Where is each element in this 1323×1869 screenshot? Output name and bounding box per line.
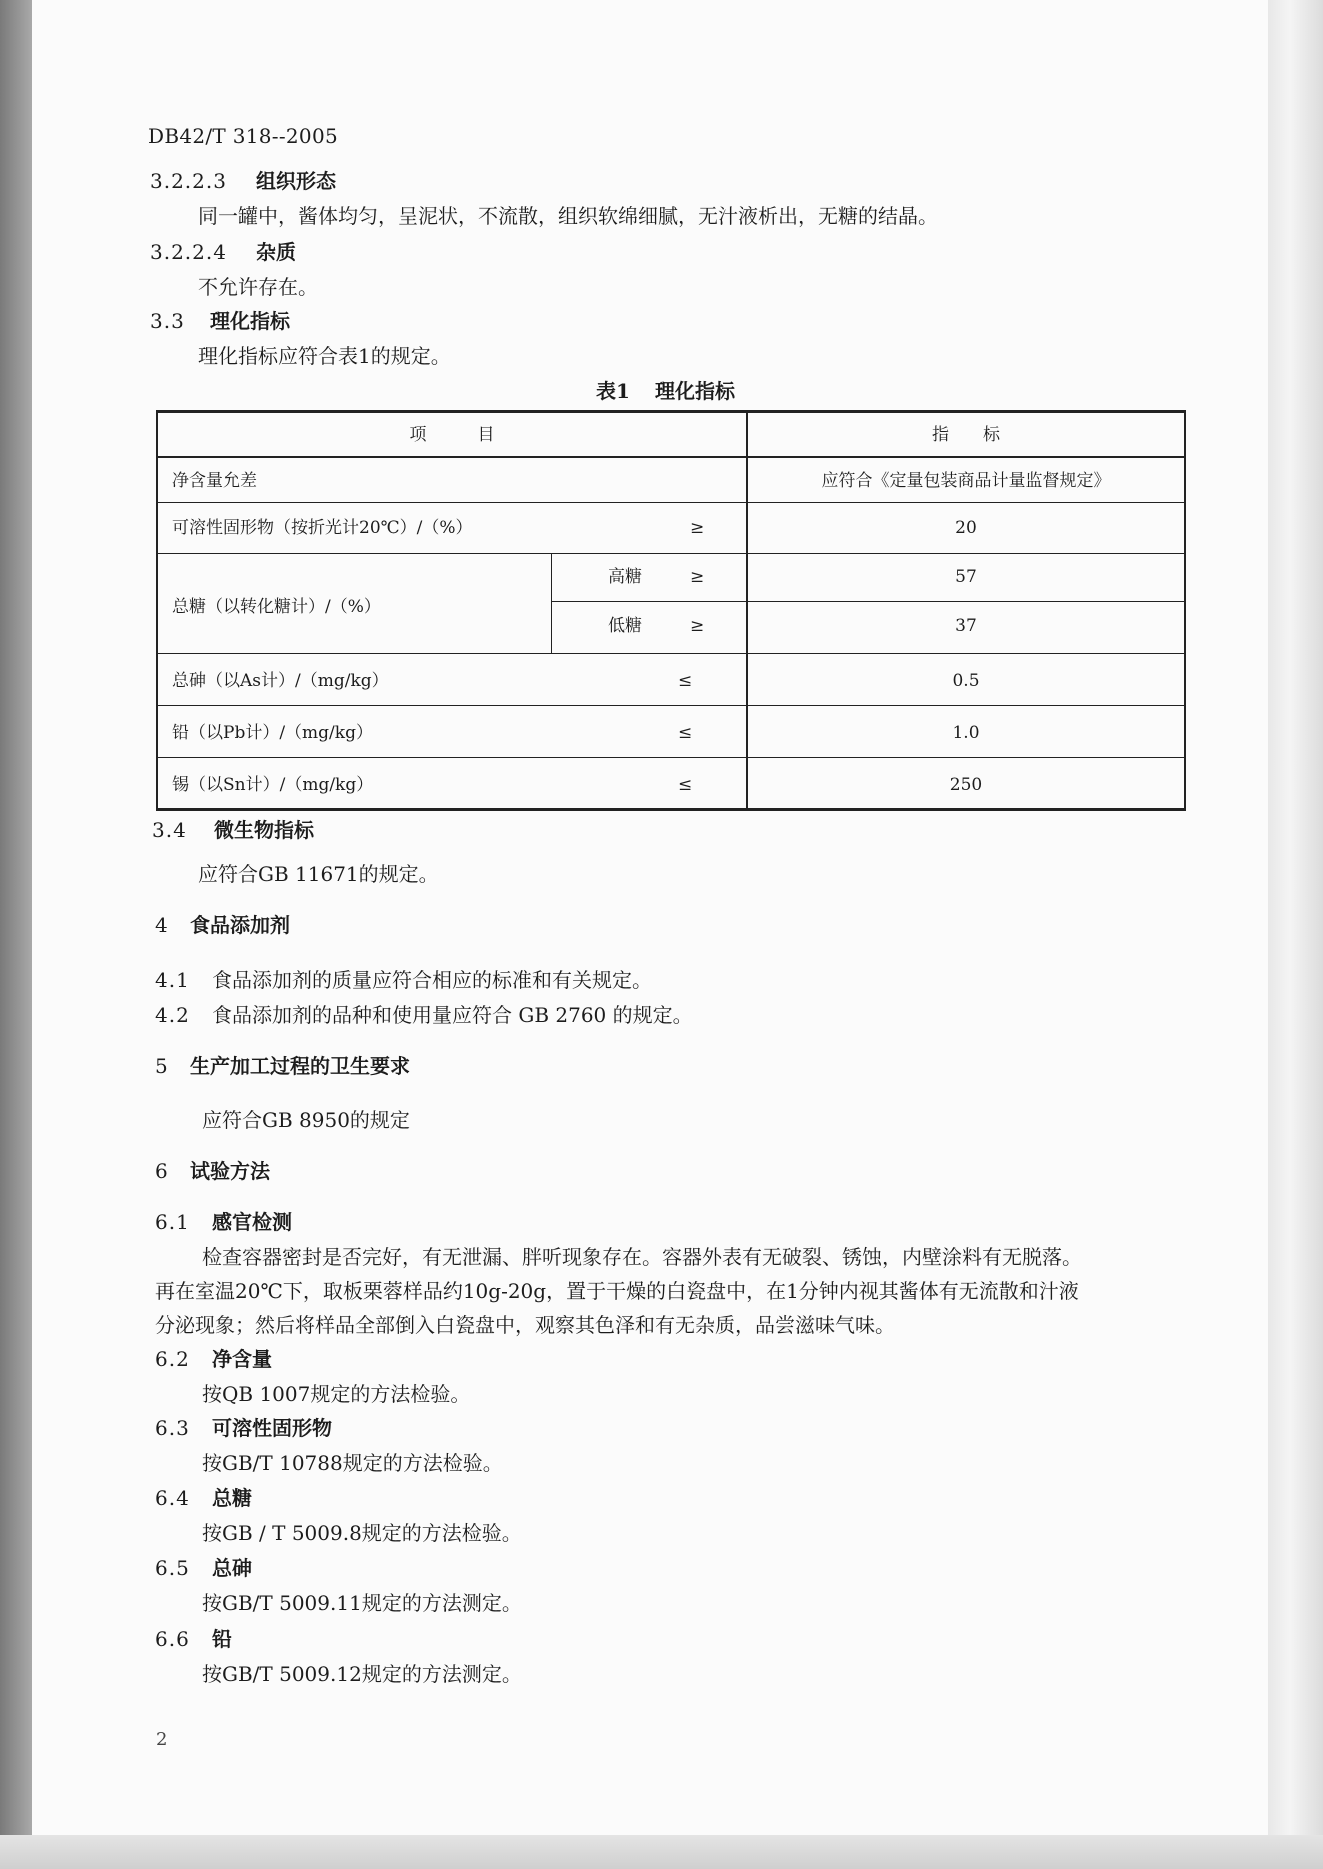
page-number: 2 [156, 1729, 168, 1750]
section-title: 铅 [212, 1627, 232, 1651]
scan-left-edge [0, 0, 32, 1835]
section-body: 按GB / T 5009.8规定的方法检验。 [202, 1521, 522, 1545]
section-number: 6.6 [155, 1627, 190, 1651]
table-cell-value: 250 [949, 775, 983, 795]
table-row-line [551, 601, 1186, 602]
section-number: 6.1 [155, 1210, 190, 1234]
table-row-line [156, 502, 1186, 503]
section-body: 不允许存在。 [198, 275, 318, 299]
section-title: 总糖 [212, 1486, 252, 1510]
table-cell-operator: ≤ [678, 775, 693, 795]
table-border [1184, 410, 1186, 810]
section-title: 感官检测 [212, 1210, 292, 1234]
document-code: DB42/T 318--2005 [148, 124, 339, 148]
table-cell-subitem: 低糖 [608, 616, 642, 636]
table-border [156, 410, 1186, 413]
section-body: 食品添加剂的品种和使用量应符合 GB 2760 的规定。 [212, 1003, 693, 1027]
section-body: 同一罐中，酱体均匀，呈泥状，不流散，组织软绵细腻，无汁液析出，无糖的结晶。 [198, 204, 938, 228]
section-body: 按GB/T 5009.11规定的方法测定。 [202, 1591, 522, 1615]
section-number: 6 [155, 1159, 168, 1183]
section-title: 组织形态 [256, 169, 336, 193]
section-body: 理化指标应符合表1的规定。 [198, 344, 451, 368]
table-cell-item: 锡（以Sn计）/（mg/kg） [172, 775, 374, 795]
table-cell-item: 总砷（以As计）/（mg/kg） [172, 671, 389, 691]
table-column-divider [551, 553, 552, 653]
section-title: 微生物指标 [214, 818, 314, 842]
table-row-line [156, 757, 1186, 758]
scan-bottom-edge [0, 1835, 1323, 1869]
section-title: 总砷 [212, 1556, 252, 1580]
table-cell-subitem: 高糖 [608, 567, 642, 587]
section-body: 按GB/T 10788规定的方法检验。 [202, 1451, 503, 1475]
table-border [156, 808, 1186, 811]
section-number: 6.2 [155, 1347, 190, 1371]
section-title: 生产加工过程的卫生要求 [190, 1054, 410, 1078]
table-cell-item: 总糖（以转化糖计）/（%） [172, 597, 381, 617]
table-cell-operator: ≥ [690, 567, 705, 587]
section-title: 可溶性固形物 [212, 1416, 332, 1440]
table-cell-value: 57 [955, 567, 977, 587]
section-body-line: 分泌现象；然后将样品全部倒入白瓷盘中，观察其色泽和有无杂质，品尝滋味气味。 [155, 1313, 895, 1337]
table-cell-value: 0.5 [952, 671, 980, 691]
section-number: 5 [155, 1054, 168, 1078]
scan-right-edge [1268, 0, 1323, 1869]
section-title: 理化指标 [210, 309, 290, 333]
section-number: 6.3 [155, 1416, 190, 1440]
section-body: 按QB 1007规定的方法检验。 [202, 1382, 471, 1406]
section-title: 食品添加剂 [190, 913, 290, 937]
section-body-line: 再在室温20℃下，取板栗蓉样品约10g-20g，置于干燥的白瓷盘中，在1分钟内视其酱体有无流散和汁液 [155, 1279, 1079, 1303]
section-body: 食品添加剂的质量应符合相应的标准和有关规定。 [212, 968, 652, 992]
section-number: 4.2 [155, 1003, 190, 1027]
table-cell-operator: ≥ [690, 518, 705, 538]
section-body-line: 检查容器密封是否完好，有无泄漏、胖听现象存在。容器外表有无破裂、锈蚀，内壁涂料有无脱落。 [202, 1245, 1082, 1269]
section-number: 3.2.2.3 [150, 169, 227, 193]
section-title: 试验方法 [190, 1159, 270, 1183]
section-number: 3.3 [150, 309, 185, 333]
table-border [156, 410, 158, 810]
section-number: 3.4 [152, 818, 187, 842]
table-header-index: 指 标 [932, 425, 1000, 445]
table-caption-title: 理化指标 [655, 379, 735, 403]
table-cell-value: 1.0 [952, 723, 980, 743]
table-cell-item: 可溶性固形物（按折光计20℃）/（%） [172, 518, 473, 538]
section-number: 6.4 [155, 1486, 190, 1510]
table-cell-item: 净含量允差 [172, 471, 257, 491]
table-cell-value: 应符合《定量包装商品计量监督规定》 [821, 471, 1111, 491]
section-body: 应符合GB 11671的规定。 [198, 862, 439, 886]
table-cell-operator: ≤ [678, 671, 693, 691]
section-body: 按GB/T 5009.12规定的方法测定。 [202, 1662, 522, 1686]
table-caption-number: 表1 [596, 379, 630, 403]
table-row-line [156, 705, 1186, 706]
table-cell-item: 铅（以Pb计）/（mg/kg） [172, 723, 373, 743]
section-number: 4 [155, 913, 168, 937]
table-cell-operator: ≥ [690, 616, 705, 636]
table-row-line [156, 456, 1186, 458]
table-cell-value: 20 [955, 518, 977, 538]
section-title: 杂质 [256, 240, 296, 264]
table-row-line [156, 553, 1186, 554]
table-cell-operator: ≤ [678, 723, 693, 743]
section-title: 净含量 [212, 1347, 272, 1371]
section-number: 6.5 [155, 1556, 190, 1580]
table-header-item: 项 目 [409, 425, 495, 445]
table-cell-value: 37 [955, 616, 977, 636]
section-body: 应符合GB 8950的规定 [202, 1108, 410, 1132]
table-row-line [156, 653, 1186, 654]
section-number: 4.1 [155, 968, 190, 992]
section-number: 3.2.2.4 [150, 240, 227, 264]
